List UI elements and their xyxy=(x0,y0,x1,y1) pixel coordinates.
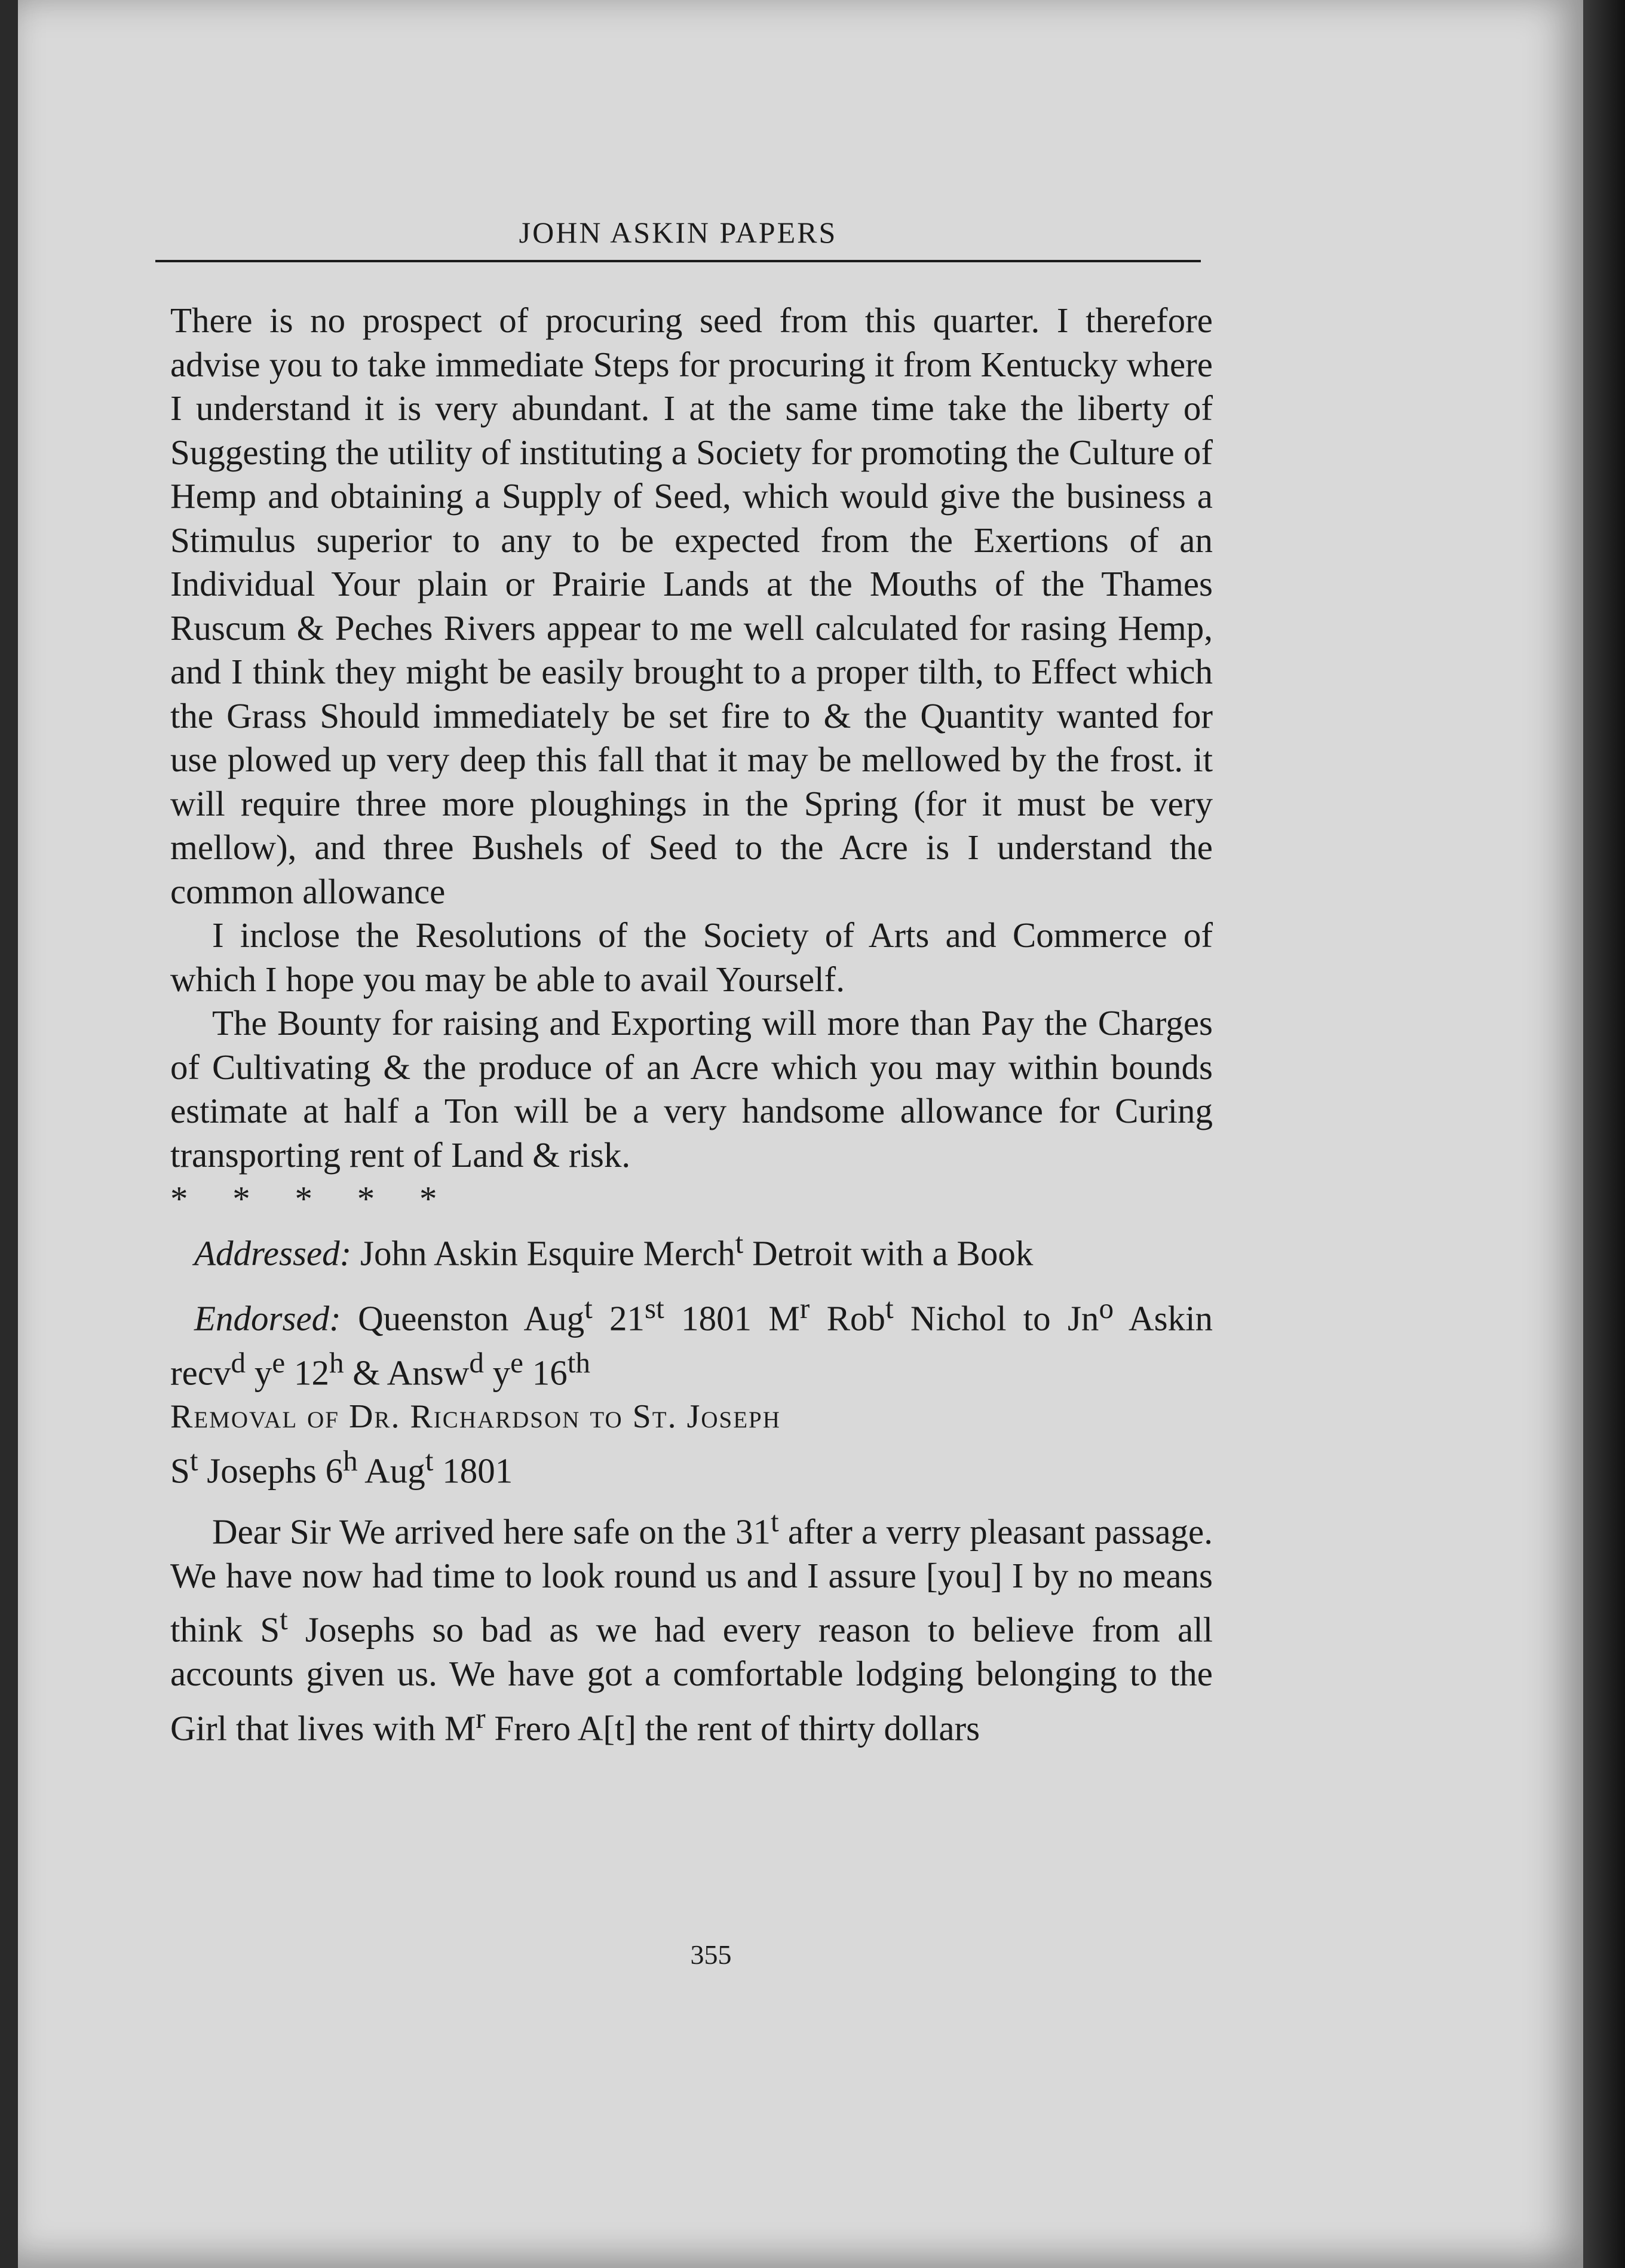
page-edge-shadow xyxy=(1583,0,1625,2268)
section-separator: * * * * * xyxy=(170,1179,455,1218)
section-title: Removal of Dr. Richardson to St. Joseph xyxy=(170,1397,781,1435)
endorsed-label: Endorsed: xyxy=(194,1298,341,1338)
running-header: JOHN ASKIN PAPERS xyxy=(519,216,838,249)
page-number: 355 xyxy=(690,1939,732,1970)
book-page xyxy=(18,0,1583,2268)
addressed-note: Addressed: John Askin Esquire Merch$^t$ Detroit with a Book xyxy=(194,1226,1034,1273)
letter-dateline: $S^t$ Josephs 6$^h$ Aug$^t$ 1801 xyxy=(170,1444,513,1491)
header-rule xyxy=(155,260,1201,262)
paragraph-resolutions: I inclose the Resolutions of the Society of Arts and Commerce of which I hope you may be able to avail Yourself. xyxy=(170,915,1213,999)
paragraph-bounty: The Bounty for raising and Exporting will more than Pay the Charges of Cultivating & the produce of an Acre which you may within bounds estimate at half a Ton will be a very handsome allowance for Curing transporting rent of Land & risk. xyxy=(170,1003,1213,1175)
addressed-label: Addressed: xyxy=(194,1233,352,1273)
paragraph-seed: There is no prospect of procuring seed from this quarter. I therefore advise you to take immediate Steps for procuring it from Kentucky where I understand it is very abundant. I at the same time take the liberty of Suggesting the utility of instituting a Society for promoting the Culture of Hemp and obtaining a Supply of Seed, which would give the business a Stimulus superior to any to be expected from the Exertions of an Individual Your plain or Prairie Lands at the Mouths of the Thames Ruscum & Peches Rivers appear to me well calculated for rasing Hemp, and I think they might be easily brought to a proper tilth, to Effect which the Grass Should immediately be set fire to & the Quantity wanted for use plowed up very deep this fall that it may be mellowed by the frost. it will require three more ploughings in the Spring (for it must be very mellow), and three Bushels of Seed to the Acre is I understand the common allowance xyxy=(170,301,1213,911)
page-body xyxy=(170,299,1213,1751)
endorsed-note: Endorsed: Queenston Aug$^t$ 21st 1801 $M^r$ Rob$^t$ Nichol to Jn$^o$ Askin recv$^d$ $y^e$ 12$^h$ & Answ$^d$ $y^e$ 16th xyxy=(170,1291,1213,1393)
letter-body: Dear Sir We arrived here safe on the 31$^t$ after a verry pleasant passage. We have now had time to look round us and I assure [you] I by no means think $S^t$ Josephs so bad as we had every reason to believe from all accounts given us. We have got a comfortable lodging belonging to the Girl that lives with $M^r$ Frero A[t] the rent of thirty dollars xyxy=(170,1504,1213,1748)
